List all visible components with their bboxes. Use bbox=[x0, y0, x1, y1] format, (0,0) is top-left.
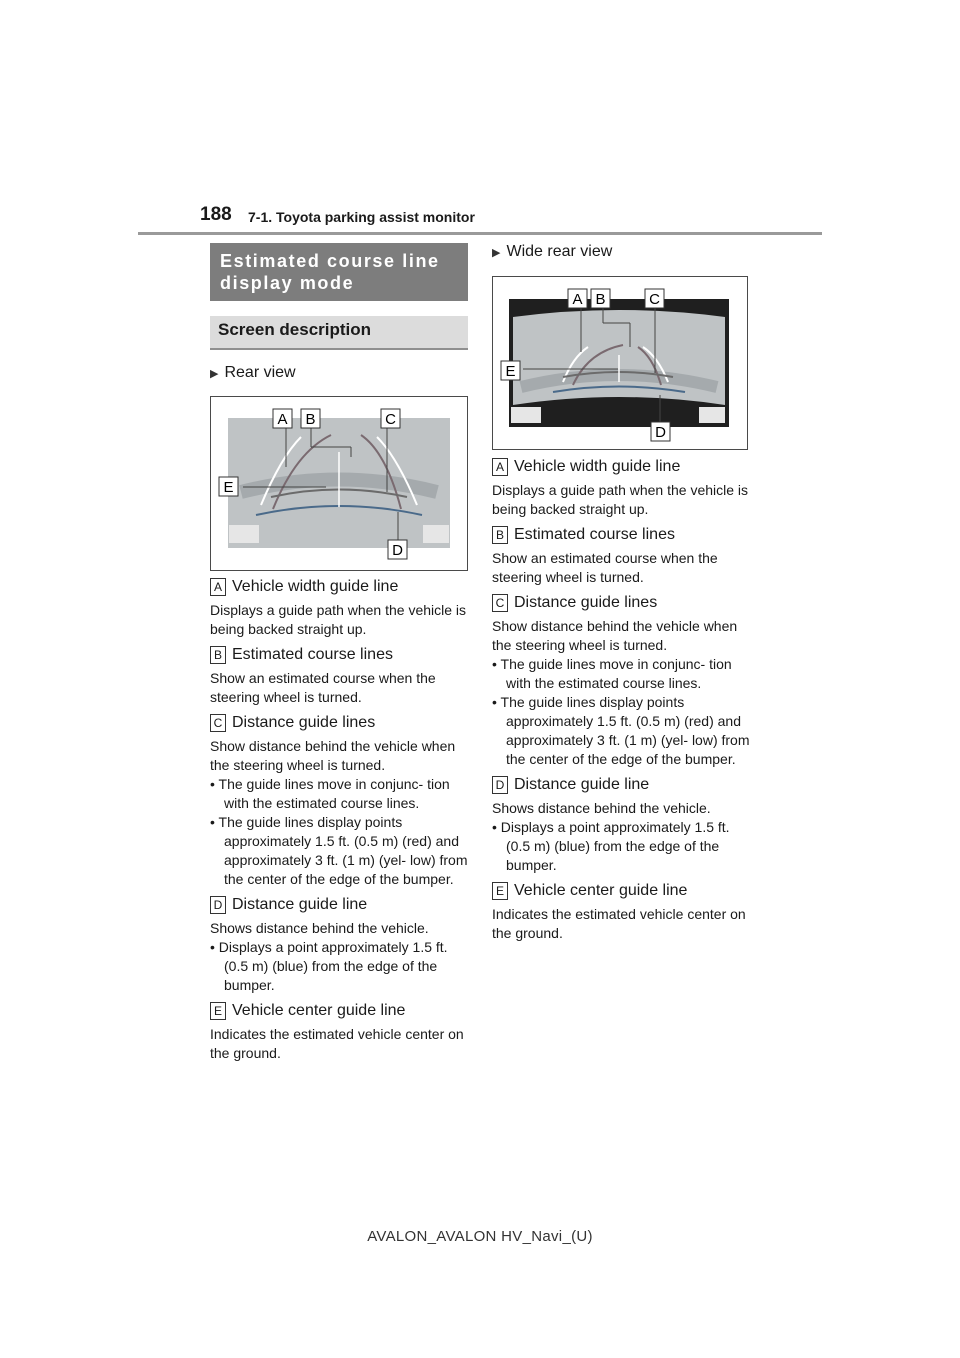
item-description: Show an estimated course when the steering wheel is turned. bbox=[210, 670, 436, 705]
item-title: Vehicle center guide line bbox=[514, 882, 688, 899]
guide-mode-icon bbox=[423, 525, 449, 543]
item-d bbox=[210, 896, 470, 995]
rear-view-camera-illustration bbox=[211, 397, 467, 570]
badge-d: D bbox=[210, 896, 226, 914]
item-title: Distance guide lines bbox=[514, 594, 658, 611]
page-number: 188 bbox=[200, 204, 232, 225]
item-d bbox=[492, 776, 754, 875]
item-b bbox=[210, 646, 470, 707]
view-toggle-icon bbox=[229, 525, 259, 543]
badge-a: A bbox=[210, 578, 226, 596]
badge-d: D bbox=[492, 776, 508, 794]
callout-e: E bbox=[223, 479, 234, 496]
badge-e: E bbox=[492, 882, 508, 900]
item-description: Shows distance behind the vehicle. bbox=[210, 920, 429, 936]
guide-mode-icon bbox=[699, 407, 725, 423]
bullet-item: • The guide lines move in conjunc- tion with the estimated course lines. bbox=[210, 775, 470, 813]
screen-description-heading: Screen description bbox=[210, 316, 468, 350]
item-title: Vehicle center guide line bbox=[232, 1002, 406, 1019]
document-footer: AVALON_AVALON HV_Navi_(U) bbox=[367, 1228, 593, 1245]
item-e bbox=[210, 1002, 470, 1063]
item-description: Show distance behind the vehicle when the steering wheel is turned. bbox=[492, 618, 738, 653]
left-item-list bbox=[210, 578, 470, 1063]
triangle-bullet-icon: ▶ bbox=[492, 246, 501, 259]
item-a bbox=[492, 458, 754, 519]
item-title: Vehicle width guide line bbox=[232, 578, 399, 595]
badge-b: B bbox=[210, 646, 226, 664]
bullet-item: • Displays a point approximately 1.5 ft. (0.5 m) (blue) from the edge of the bumper. bbox=[210, 938, 470, 995]
item-description: Displays a guide path when the vehicle is being backed straight up. bbox=[210, 602, 467, 637]
badge-e: E bbox=[210, 1002, 226, 1020]
wide-rear-view-camera-illustration bbox=[493, 277, 747, 449]
badge-c: C bbox=[492, 594, 508, 612]
callout-c: C bbox=[649, 291, 660, 308]
callout-a: A bbox=[277, 411, 288, 428]
callout-d: D bbox=[392, 542, 403, 559]
header-divider bbox=[138, 232, 822, 235]
left-column bbox=[210, 243, 470, 1063]
view-toggle-icon bbox=[511, 407, 541, 423]
item-title: Distance guide line bbox=[514, 776, 650, 793]
callout-b: B bbox=[305, 411, 316, 428]
item-c bbox=[210, 714, 470, 889]
rear-view-title bbox=[210, 364, 470, 382]
triangle-bullet-icon: ▶ bbox=[210, 367, 219, 380]
bullet-item: • The guide lines display points approximately 1.5 ft. (0.5 m) (red) and approximately 3 ft. (1 m) (yel- low) from the center of the edge of the bumper. bbox=[492, 693, 754, 769]
item-description: Displays a guide path when the vehicle is being backed straight up. bbox=[492, 482, 749, 517]
item-title: Distance guide lines bbox=[232, 714, 376, 731]
callout-e: E bbox=[505, 363, 516, 380]
item-description: Shows distance behind the vehicle. bbox=[492, 800, 711, 816]
badge-b: B bbox=[492, 526, 508, 544]
item-title: Vehicle width guide line bbox=[514, 458, 681, 475]
section-heading: Estimated course line display mode bbox=[210, 243, 468, 301]
item-title: Distance guide line bbox=[232, 896, 368, 913]
wide-rear-view-title bbox=[492, 243, 754, 261]
item-b bbox=[492, 526, 754, 587]
item-description: Indicates the estimated vehicle center on the ground. bbox=[210, 1026, 464, 1061]
callout-c: C bbox=[385, 411, 396, 428]
callout-d: D bbox=[655, 424, 666, 441]
callout-b: B bbox=[595, 291, 606, 308]
item-title: Estimated course lines bbox=[514, 526, 675, 543]
badge-c: C bbox=[210, 714, 226, 732]
bullet-item: • The guide lines display points approximately 1.5 ft. (0.5 m) (red) and approximately 3 ft. (1 m) (yel- low) from the center of the edge of the bumper. bbox=[210, 813, 470, 889]
callout-a: A bbox=[572, 291, 583, 308]
item-description: Show an estimated course when the steering wheel is turned. bbox=[492, 550, 718, 585]
item-a bbox=[210, 578, 470, 639]
right-item-list bbox=[492, 458, 754, 943]
bullet-item: • The guide lines move in conjunc- tion with the estimated course lines. bbox=[492, 655, 754, 693]
item-description: Show distance behind the vehicle when the steering wheel is turned. bbox=[210, 738, 456, 773]
item-description: Indicates the estimated vehicle center on the ground. bbox=[492, 906, 746, 941]
badge-a: A bbox=[492, 458, 508, 476]
item-e bbox=[492, 882, 754, 943]
rear-view-figure bbox=[210, 396, 468, 571]
bullet-item: • Displays a point approximately 1.5 ft. (0.5 m) (blue) from the edge of the bumper. bbox=[492, 818, 754, 875]
wide-rear-view-figure bbox=[492, 276, 748, 450]
item-c bbox=[492, 594, 754, 769]
wide-rear-view-label: Wide rear view bbox=[506, 243, 613, 260]
item-title: Estimated course lines bbox=[232, 646, 393, 663]
rear-view-label: Rear view bbox=[224, 364, 296, 381]
section-title: 7-1. Toyota parking assist monitor bbox=[248, 209, 475, 225]
right-column bbox=[492, 243, 754, 943]
